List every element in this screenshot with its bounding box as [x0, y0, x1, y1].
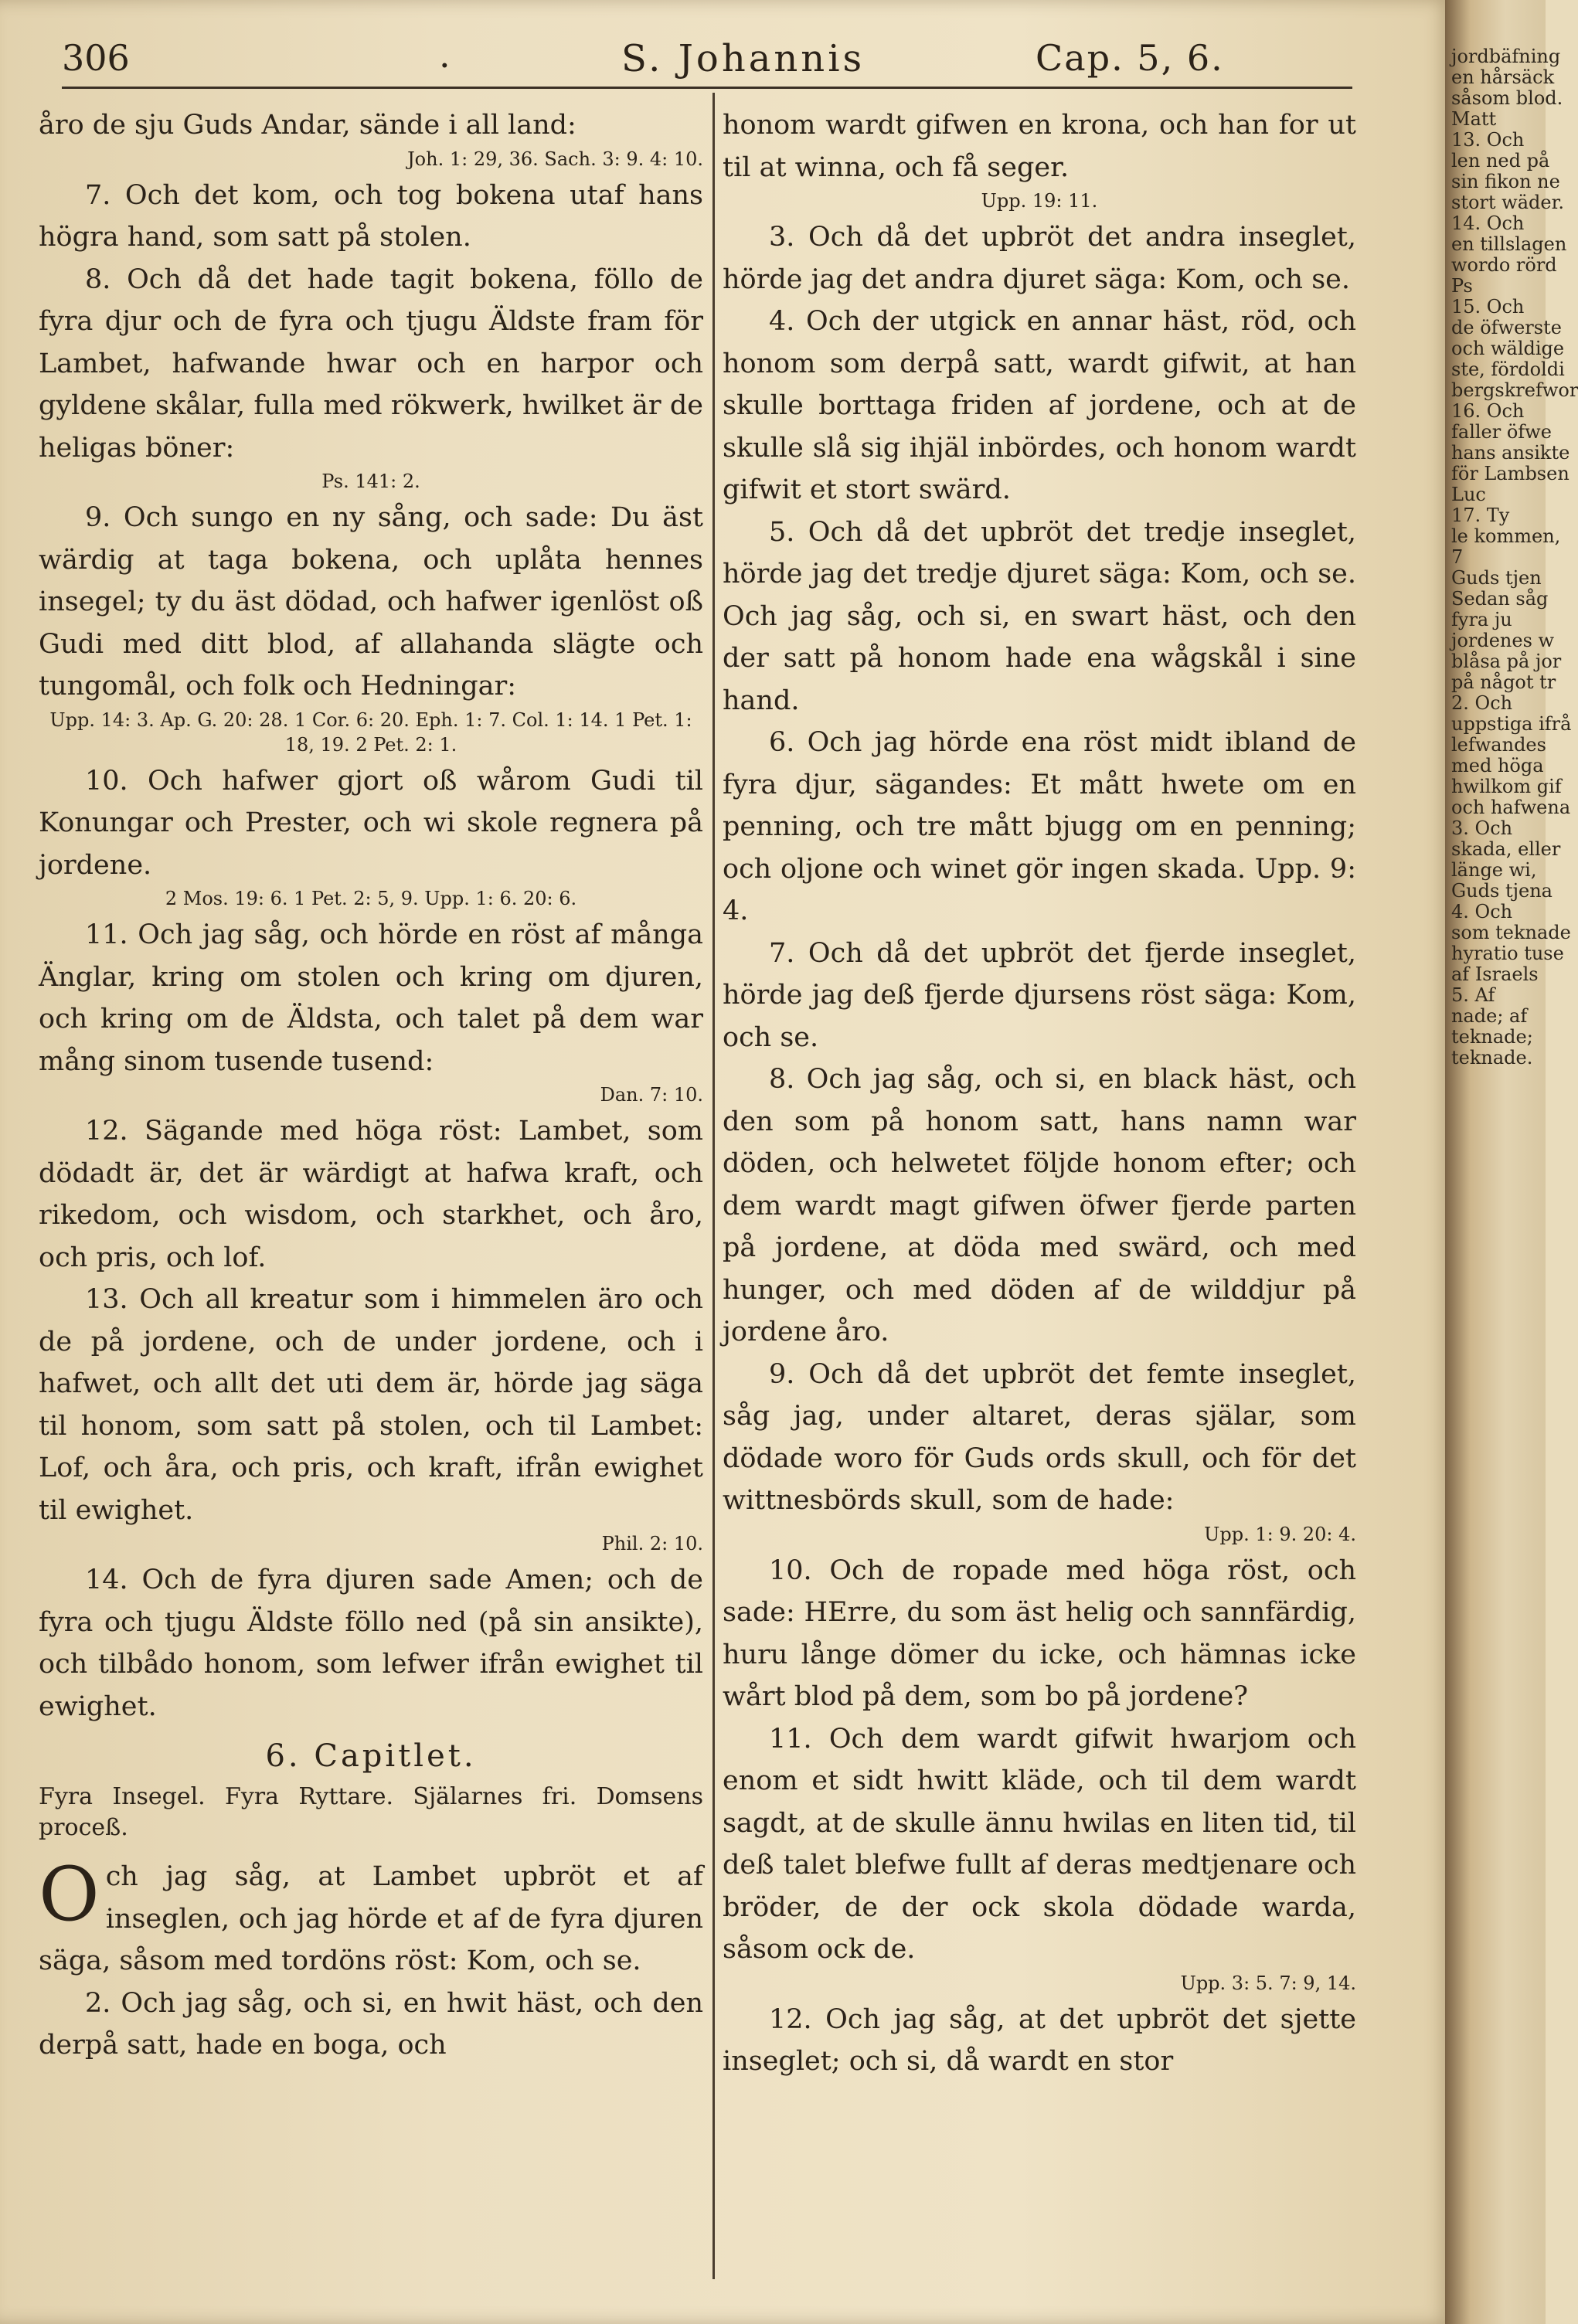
adjacent-page-fragment: fyra ju	[1451, 609, 1512, 630]
adjacent-page-fragment: hans ansikte	[1451, 442, 1570, 464]
adjacent-page-fragment: lefwandes	[1451, 734, 1546, 756]
adjacent-page-fragment: jordbäfning	[1451, 46, 1561, 67]
verse: honom wardt gifwen en krona, och han for ut til at winna, och få seger.	[723, 110, 1356, 183]
adjacent-page-fragment: Luc	[1451, 484, 1486, 505]
adjacent-page-fragment: uppstiga ifrå	[1451, 713, 1572, 735]
adjacent-page-fragment: 14. Och	[1451, 212, 1525, 234]
adjacent-page-fragment: ste, fördoldi	[1451, 358, 1565, 380]
verse: 11. Och jag såg, och hörde en röst af många Änglar, kring om stolen och kring om djuren, och kring om de Äldsta, och talet på dem war mång sinom tusende tusend:	[39, 919, 703, 1077]
cross-reference: Joh. 1: 29, 36. Sach. 3: 9. 4: 10.	[407, 148, 703, 170]
adjacent-page-fragment: på något tr	[1451, 671, 1556, 693]
verse: 14. Och de fyra djuren sade Amen; och de fyra och tjugu Äldste föllo ned (på sin ansikte), och tilbådo honom, som lefwer ifrån ewighet til ewighet.	[39, 1565, 703, 1722]
adjacent-page-fragment: jordenes w	[1451, 630, 1555, 651]
verse: 2. Och jag såg, och si, en hwit häst, och den derpå satt, hade en boga, och	[39, 1987, 703, 2061]
adjacent-page-fragment: 15. Och	[1451, 296, 1525, 318]
cross-reference: Dan. 7: 10.	[600, 1084, 703, 1106]
adjacent-page-fragment: såsom blod.	[1451, 87, 1563, 109]
adjacent-page-fragment: Ps	[1451, 275, 1473, 297]
adjacent-page-fragment: 3. Och	[1451, 817, 1513, 839]
cross-reference: 2 Mos. 19: 6. 1 Pet. 2: 5, 9. Upp. 1: 6. 20: 6.	[165, 888, 577, 909]
verse: 9. Och då det upbröt det femte inseglet, såg jag, under altaret, deras själar, som dödade woro för Guds ords skull, och för det wittnesbörds skull, som de hade:	[723, 1358, 1356, 1516]
running-title: S. Johannis	[621, 37, 866, 80]
verse: 3. Och då det upbröt det andra inseglet, hörde jag det andra djuret säga: Kom, och se.	[723, 222, 1356, 295]
verse: 10. Och hafwer gjort oß wårom Gudi til Konungar och Prester, och wi skole regnera på jordene.	[39, 765, 703, 881]
adjacent-page-fragment: stort wäder.	[1451, 192, 1565, 213]
left-column	[39, 104, 703, 2067]
adjacent-page-text	[1445, 0, 1578, 1069]
adjacent-page-fragment: länge wi,	[1451, 859, 1537, 881]
verse: 7. Och då det upbröt det fjerde inseglet, hörde jag deß fjerde djursens röst säga: Kom, och se.	[723, 937, 1356, 1053]
adjacent-page-fragment: 16. Och	[1451, 400, 1525, 422]
verse: 5. Och då det upbröt det tredje inseglet, hörde jag det tredje djuret säga: Kom, och se. Och jag såg, och si, en swart häst, och den der satt på honom hade ena wågskål i sine hand.	[723, 516, 1356, 716]
chapter-summary: Fyra Insegel. Fyra Ryttare. Själarnes fri. Domsens proceß.	[39, 1783, 703, 1841]
adjacent-page-fragment: Guds tjen	[1451, 567, 1542, 589]
adjacent-page-fragment: bergskrefwor	[1451, 379, 1578, 401]
verse: 10. Och de ropade med höga röst, och sade: HErre, du som äst helig och sannfärdig, huru långe dömer du icke, och hämnas icke wårt blod på dem, som bo på jordene?	[723, 1554, 1356, 1712]
cross-reference: Ps. 141: 2.	[321, 471, 420, 492]
verse: åro de sju Guds Andar, sände i all land:	[39, 110, 576, 141]
chapter-reference: Cap. 5, 6.	[1036, 37, 1224, 79]
chapter-heading: 6. Capitlet.	[265, 1738, 477, 1774]
adjacent-page-fragment: le kommen,	[1451, 525, 1561, 547]
adjacent-page-fragment: 5. Af	[1451, 984, 1495, 1006]
adjacent-page-fragment: Sedan såg	[1451, 588, 1549, 610]
verse-first	[39, 1851, 703, 1983]
adjacent-page-fragment: hyratio tuse	[1451, 943, 1564, 964]
adjacent-page-fragment: och wäldige	[1451, 338, 1565, 359]
adjacent-page-fragment: nade; af	[1451, 1005, 1528, 1027]
header-rule	[62, 87, 1352, 89]
cross-reference: Upp. 19: 11.	[981, 190, 1098, 212]
cross-reference: Upp. 3: 5. 7: 9, 14.	[1180, 1972, 1356, 1994]
verse: 11. Och dem wardt gifwit hwarjom och enom et sidt hwitt kläde, och til dem wardt sagdt, at de skulle ännu hwilas en liten tid, til deß talet blefwe fullt af deras medtjenare och bröder, de der ock skola dödade warda, såsom ock de.	[723, 1723, 1356, 1965]
verse: 7. Och det kom, och tog bokena utaf hans högra hand, som satt på stolen.	[39, 179, 703, 253]
header-separator: .	[439, 34, 451, 76]
page-number: 306	[62, 37, 130, 79]
right-column	[723, 104, 1356, 2083]
adjacent-page-fragment: Guds tjena	[1451, 880, 1552, 902]
column-divider	[712, 93, 715, 2279]
adjacent-page-fragment: hwilkom gif	[1451, 776, 1562, 797]
adjacent-page-fragment: len ned på	[1451, 150, 1550, 172]
adjacent-page-fragment: 2. Och	[1451, 692, 1513, 714]
adjacent-page-fragment: en hårsäck	[1451, 66, 1555, 88]
verse: 6. Och jag hörde ena röst midt ibland de fyra djur, sägandes: Et mått hwete om en penning, och tre mått bjugg om en penning; och oljone och winet gör ingen skada. Upp. 9: 4.	[723, 727, 1356, 926]
adjacent-page-fragment: faller öfwe	[1451, 421, 1552, 443]
adjacent-page-fragment: teknade;	[1451, 1026, 1533, 1048]
adjacent-page-fragment: med höga	[1451, 755, 1544, 776]
cross-reference: Upp. 14: 3. Ap. G. 20: 28. 1 Cor. 6: 20. Eph. 1: 7. Col. 1: 14. 1 Pet. 1: 18, 19. 2 Pet. 2: 1.	[49, 708, 692, 756]
adjacent-page-fragment: blåsa på jor	[1451, 651, 1562, 672]
cross-reference: Phil. 2: 10.	[601, 1533, 703, 1554]
page-header	[62, 34, 1406, 88]
verse: 4. Och der utgick en annar häst, röd, och honom som derpå satt, wardt gifwit, at han skulle borttaga friden af jordene, och at de skulle slå sig ihjäl inbördes, och honom wardt gifwit et stort swärd.	[723, 306, 1356, 505]
adjacent-page-fragment: 13. Och	[1451, 129, 1525, 151]
adjacent-page-fragment: Matt	[1451, 108, 1497, 130]
adjacent-page-fragment: 4. Och	[1451, 901, 1513, 922]
adjacent-page-fragment: en tillslagen	[1451, 233, 1567, 255]
verse: 9. Och sungo en ny sång, och sade: Du äst wärdig at taga bokena, och uplåta hennes insegel; ty du äst dödad, och hafwer igenlöst oß Gudi med ditt blod, af allahanda slägte och tungomål, och folk och Hedningar:	[39, 502, 703, 702]
adjacent-page-fragment: wordo rörd	[1451, 254, 1557, 276]
verse: 8. Och då det hade tagit bokena, föllo de fyra djur och de fyra och tjugu Äldste fram för Lambet, hafwande hwar och en harpor och gyldene skålar, fulla med rökwerk, hwilket är de heligas böner:	[39, 263, 703, 464]
adjacent-page-fragment: af Israels	[1451, 963, 1539, 985]
verse-text: ch jag såg, at Lambet upbröt et af inseglen, och jag hörde et af de fyra djuren säga, såsom med tordöns röst: Kom, och se.	[39, 1861, 703, 1976]
adjacent-page-fragment: teknade.	[1451, 1047, 1533, 1069]
adjacent-page-fragment: som teknade	[1451, 922, 1571, 943]
adjacent-page-fragment: 7	[1451, 546, 1464, 568]
verse: 12. Sägande med höga röst: Lambet, som dödadt är, det är wärdigt at hafwa kraft, och rikedom, och wisdom, och starkhet, och åro, och pris, och lof.	[39, 1116, 703, 1273]
verse: 8. Och jag såg, och si, en black häst, och den som på honom satt, hans namn war döden, och helwetet följde honom efter; och dem wardt magt gifwen öfwer fjerde parten på jordene, at döda med swärd, och med hunger, och med döden af de wilddjur på jordene åro.	[723, 1064, 1356, 1347]
drop-cap: O	[39, 1851, 100, 1938]
adjacent-page-fragment: och hafwena	[1451, 797, 1571, 818]
cross-reference: Upp. 1: 9. 20: 4.	[1204, 1523, 1356, 1545]
verse: 12. Och jag såg, at det upbröt det sjette inseglet; och si, då wardt en stor	[723, 2003, 1356, 2077]
adjacent-page-fragment: 17. Ty	[1451, 505, 1510, 526]
adjacent-page-fragment: sin fikon ne	[1451, 171, 1560, 192]
adjacent-page-edge	[1445, 0, 1578, 2324]
adjacent-page-fragment: skada, eller	[1451, 838, 1561, 860]
adjacent-page-fragment: de öfwerste	[1451, 317, 1562, 338]
verse: 13. Och all kreatur som i himmelen äro och de på jordene, och de under jordene, och i hafwet, och allt det uti dem är, hörde jag säga til honom, som satt på stolen, och til Lambet: Lof, och åra, och pris, och kraft, ifrån ewighet til ewighet.	[39, 1284, 703, 1526]
adjacent-page-fragment: för Lambsen	[1451, 463, 1569, 484]
